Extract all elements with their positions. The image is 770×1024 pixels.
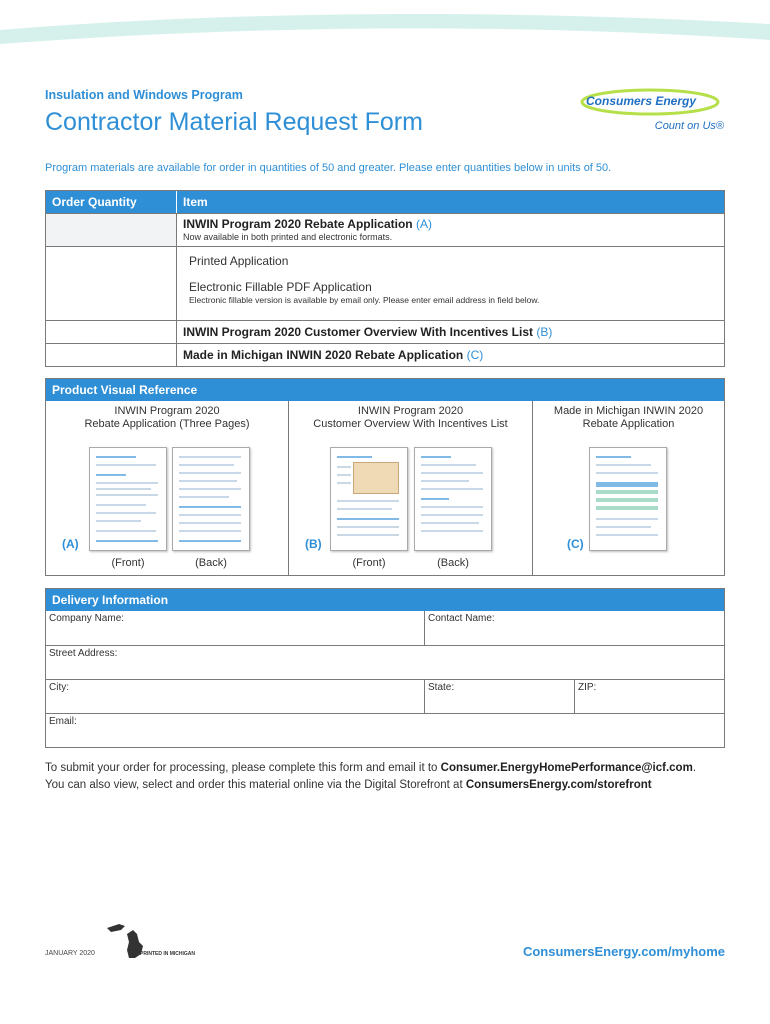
- company-name-label: Company Name:: [49, 613, 125, 624]
- email-label: Email:: [49, 716, 77, 727]
- item-a-subtext: Now available in both printed and electronic formats.: [183, 232, 393, 242]
- street-address-field[interactable]: [46, 646, 724, 679]
- rebate-application-back-thumbnail: [172, 447, 250, 551]
- table-row: [46, 246, 724, 320]
- printed-in-michigan: PRINTED IN MICHIGAN: [140, 951, 195, 957]
- reference-column-b: [289, 401, 533, 576]
- zip-label: ZIP:: [578, 682, 597, 693]
- item-cell: [177, 321, 724, 343]
- table-row: [46, 320, 724, 343]
- item-a-letter: (A): [415, 217, 432, 231]
- storefront-link[interactable]: ConsumersEnergy.com/storefront: [465, 779, 652, 791]
- item-c-letter: (C): [466, 348, 484, 362]
- item-header: Item: [183, 195, 208, 209]
- customer-overview-front-thumbnail: [330, 447, 408, 551]
- intro-text: Program materials are available for order in quantities of 50 and greater. Please enter quantities below in units of 50.: [45, 162, 612, 174]
- footer-date: JANUARY 2020: [45, 950, 95, 957]
- reference-column-a: [46, 401, 289, 576]
- delivery-information: [45, 588, 725, 748]
- delivery-row: [46, 679, 724, 713]
- city-field[interactable]: [46, 680, 425, 713]
- front-label: (Front): [352, 557, 386, 569]
- logo-tagline: Count on Us®: [654, 120, 724, 132]
- email-field[interactable]: [46, 714, 724, 747]
- contact-name-label: Contact Name:: [428, 613, 495, 624]
- delivery-row: [46, 713, 724, 747]
- customer-overview-back-thumbnail: [414, 447, 492, 551]
- item-b-quantity-input[interactable]: [46, 321, 177, 343]
- state-field[interactable]: [425, 680, 575, 713]
- header-swoosh: [0, 0, 770, 70]
- order-quantity-header: Order Quantity: [46, 191, 177, 213]
- reference-c-letter: (C): [567, 537, 584, 551]
- back-label: (Back): [437, 557, 469, 569]
- rebate-application-front-thumbnail: [89, 447, 167, 551]
- item-c-quantity-input[interactable]: [46, 344, 177, 366]
- order-quantity-cell: [46, 214, 177, 246]
- printed-application-label: Printed Application: [189, 254, 289, 268]
- program-label: Insulation and Windows Program: [45, 88, 243, 102]
- page-title: Contractor Material Request Form: [45, 108, 423, 136]
- street-address-label: Street Address:: [49, 648, 118, 659]
- order-table-header: [46, 191, 724, 213]
- consumers-energy-logo: [578, 86, 728, 136]
- electronic-application-label: Electronic Fillable PDF Application: [189, 280, 372, 294]
- reference-b-letter: (B): [305, 537, 322, 551]
- submit-instructions: To submit your order for processing, please complete this form and email it to Consumer.EnergyHomePerformance@icf.com. You can also view, select and order this material online via the Digital Storefront at ConsumersEnergy.com/storefront: [45, 762, 697, 791]
- reference-a-caption: INWIN Program 2020 Rebate Application (Three Pages): [84, 405, 250, 430]
- item-a-title: INWIN Program 2020 Rebate Application (A): [183, 217, 432, 231]
- item-cell: [177, 247, 724, 320]
- city-label: City:: [49, 682, 69, 693]
- item-b-letter: (B): [536, 325, 553, 339]
- state-label: State:: [428, 682, 455, 693]
- front-label: (Front): [111, 557, 145, 569]
- contact-name-field[interactable]: [425, 611, 724, 645]
- delivery-row: [46, 645, 724, 679]
- reference-c-caption: Made in Michigan INWIN 2020 Rebate Application: [553, 405, 704, 430]
- electronic-application-note: Electronic fillable version is available by email only. Please enter email address in field below.: [189, 295, 540, 305]
- delivery-heading: Delivery Information: [46, 589, 724, 611]
- footer-url[interactable]: ConsumersEnergy.com/myhome: [522, 944, 725, 959]
- company-name-field[interactable]: [46, 611, 425, 645]
- printed-quantity-input[interactable]: [46, 247, 177, 320]
- reference-column-c: [533, 401, 724, 576]
- submit-email-link[interactable]: Consumer.EnergyHomePerformance@icf.com: [440, 762, 693, 774]
- michigan-application-thumbnail: [589, 447, 667, 551]
- delivery-row: [46, 611, 724, 645]
- item-cell: [177, 344, 724, 366]
- reference-a-letter: (A): [62, 537, 79, 551]
- visual-reference-heading: Product Visual Reference: [46, 379, 724, 401]
- logo-name: Consumers Energy: [586, 94, 697, 108]
- table-row: [46, 343, 724, 366]
- product-visual-reference: [45, 378, 725, 576]
- reference-b-caption: INWIN Program 2020 Customer Overview With Incentives List: [313, 405, 508, 430]
- zip-field[interactable]: [575, 680, 724, 713]
- order-table: [45, 190, 725, 367]
- item-cell: [177, 214, 724, 246]
- back-label: (Back): [195, 557, 227, 569]
- item-b-title: INWIN Program 2020 Customer Overview With Incentives List (B): [183, 325, 553, 339]
- item-c-title: Made in Michigan INWIN 2020 Rebate Application (C): [183, 348, 484, 362]
- table-row: [46, 213, 724, 246]
